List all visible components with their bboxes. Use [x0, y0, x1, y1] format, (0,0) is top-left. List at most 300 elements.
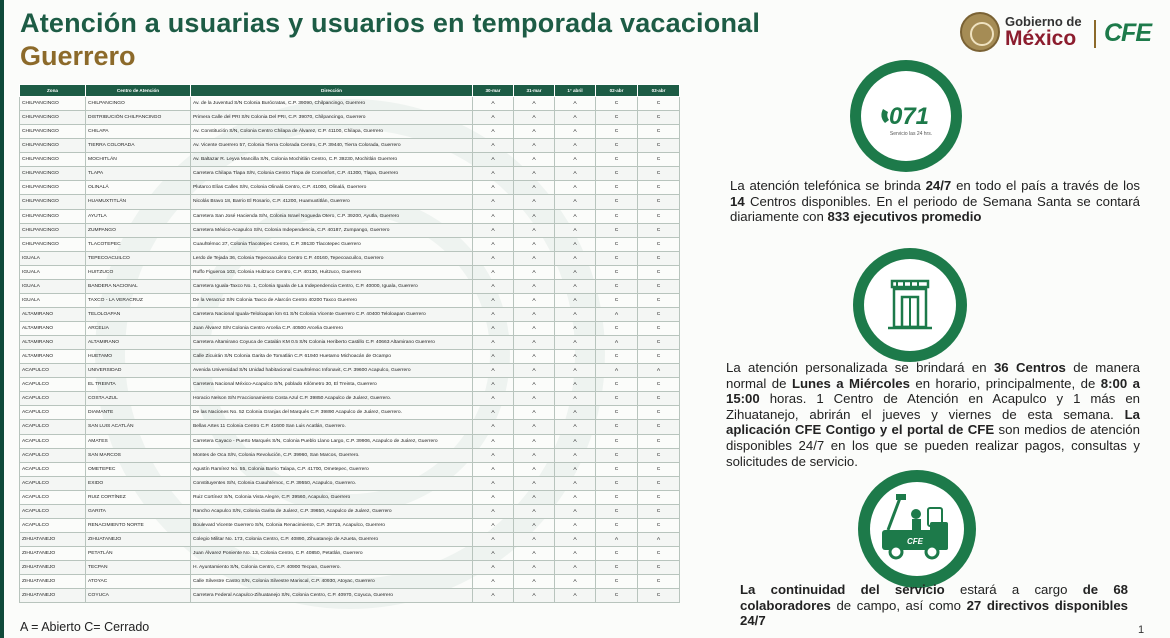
status-cell: A — [473, 153, 514, 167]
zone-cell: ACAPULCO — [20, 490, 86, 504]
status-cell: A — [555, 547, 596, 561]
paragraph-run: 36 Centros — [993, 360, 1066, 375]
table-row — [20, 518, 680, 532]
status-cell: A — [473, 209, 514, 223]
office-service-circle — [853, 248, 967, 362]
paragraph-run: La atención personalizada se brindará en — [726, 360, 994, 375]
status-cell: A — [638, 532, 680, 546]
status-cell: A — [555, 322, 596, 336]
status-cell: A — [473, 547, 514, 561]
address-cell: Constituyentes S/N, Colonia Cuauhtémoc, C.P. 39550, Acapulco, Guerrero. — [191, 476, 473, 490]
center-cell: EL TREINTA — [86, 378, 191, 392]
status-cell: A — [555, 392, 596, 406]
zone-cell: CHILPANCINGO — [20, 237, 86, 251]
logo-text-gobierno: Gobierno de — [1005, 14, 1082, 29]
address-cell: Agustín Ramírez No. 55, Colonia Barrio Talapa, C.P. 41700, Ometepec, Guerrero — [191, 462, 473, 476]
status-cell: A — [555, 350, 596, 364]
center-cell: HUITZUCO — [86, 265, 191, 279]
address-cell: Carretera Chilapa Tlapa S/N, Colonia Centro Tlapa de Comonfort, C.P. 41300, Tlapa, Guerrero — [191, 167, 473, 181]
status-cell: A — [555, 195, 596, 209]
status-cell: A — [555, 476, 596, 490]
status-cell: C — [596, 392, 638, 406]
address-cell: Carretera San José Hacienda S/N, Colonia Israel Nogueda Otero, C.P. 39200, Ayutla, Guerrero — [191, 209, 473, 223]
status-cell: A — [473, 139, 514, 153]
status-cell: A — [514, 223, 555, 237]
address-cell: Primera Calle del PRI S/N Colonia Del PRI, C.P. 39070, Chilpancingo, Guerrero — [191, 111, 473, 125]
logo-separator — [1094, 20, 1096, 48]
address-cell: Lerdo de Tejada 36, Colonia Tepecoacuilco Centro C.P. 40160, Tepecoacuilco, Guerrero — [191, 251, 473, 265]
status-cell: A — [555, 97, 596, 111]
status-cell: A — [555, 111, 596, 125]
status-cell: A — [555, 448, 596, 462]
status-cell: A — [555, 518, 596, 532]
status-cell: C — [638, 125, 680, 139]
table-header-cell: 02-abr — [596, 85, 638, 97]
status-cell: A — [555, 167, 596, 181]
national-seal-icon — [960, 12, 1000, 52]
zone-cell: ALTAMIRANO — [20, 307, 86, 321]
status-cell: A — [555, 125, 596, 139]
address-cell: Ruiz Cortínez S/N, Colonia Vista Alegre, C.P. 39560, Acapulco, Guerrero — [191, 490, 473, 504]
table-row — [20, 139, 680, 153]
zone-cell: CHILPANCINGO — [20, 195, 86, 209]
table-row — [20, 462, 680, 476]
table-header-cell: Zona — [20, 85, 86, 97]
address-cell: Carretera Nacional México-Acapulco S/N, poblado Kilómetro 30, El Treinta, Guerrero — [191, 378, 473, 392]
address-cell: Avenida Universidad S/N Unidad habitacional Cuauhtémoc Infonavit, C.P. 39600 Acapulco, Guerrero — [191, 364, 473, 378]
status-cell: A — [473, 322, 514, 336]
attention-centers-table — [19, 84, 680, 603]
center-cell: RUIZ CORTÍNEZ — [86, 490, 191, 504]
status-cell: A — [555, 561, 596, 575]
center-cell: DISTRIBUCIÓN CHILPANCINGO — [86, 111, 191, 125]
status-cell: A — [555, 575, 596, 589]
status-cell: A — [514, 532, 555, 546]
table-header-cell: 31-mar — [514, 85, 555, 97]
table-header-cell: Centro de Atención — [86, 85, 191, 97]
status-cell: A — [555, 223, 596, 237]
status-cell: A — [473, 420, 514, 434]
status-cell: A — [596, 364, 638, 378]
status-cell: C — [638, 575, 680, 589]
status-cell: A — [473, 490, 514, 504]
center-cell: EXIDO — [86, 476, 191, 490]
status-cell: A — [473, 434, 514, 448]
worker-badge-text: CFE — [907, 537, 923, 546]
status-cell: A — [555, 378, 596, 392]
status-cell: A — [473, 504, 514, 518]
paragraph-run: 24/7 — [925, 178, 952, 193]
status-cell: C — [638, 350, 680, 364]
page-title: Atención a usuarias y usuarios en temporada vacacional — [20, 8, 761, 38]
status-cell: A — [473, 181, 514, 195]
table-row — [20, 575, 680, 589]
phone-service-paragraph — [730, 178, 1140, 225]
status-cell: C — [638, 293, 680, 307]
status-cell: C — [638, 251, 680, 265]
zone-cell: ACAPULCO — [20, 518, 86, 532]
table-row — [20, 237, 680, 251]
zone-cell: ZIHUATANEJO — [20, 561, 86, 575]
attention-centers-table-wrap — [19, 84, 679, 603]
status-cell: C — [596, 237, 638, 251]
center-cell: ZIHUATANEJO — [86, 532, 191, 546]
status-cell: A — [514, 195, 555, 209]
status-cell: C — [596, 462, 638, 476]
paragraph-run: en horario, principalmente, de — [909, 375, 1101, 391]
status-cell: C — [596, 322, 638, 336]
status-cell: A — [473, 378, 514, 392]
zone-cell: ACAPULCO — [20, 392, 86, 406]
status-cell: A — [473, 518, 514, 532]
status-cell: A — [514, 322, 555, 336]
address-cell: Horacio Nelson S/N Fraccionamiento Costa Azul C.P. 39850 Acapulco de Juárez, Guerrero. — [191, 392, 473, 406]
status-cell: A — [473, 532, 514, 546]
status-cell: A — [514, 420, 555, 434]
center-cell: TLAPA — [86, 167, 191, 181]
zone-cell: CHILPANCINGO — [20, 209, 86, 223]
status-cell: A — [555, 293, 596, 307]
status-cell: A — [473, 223, 514, 237]
table-row — [20, 97, 680, 111]
zone-cell: IGUALA — [20, 265, 86, 279]
center-cell: ARCELIA — [86, 322, 191, 336]
zone-cell: CHILPANCINGO — [20, 153, 86, 167]
status-cell: A — [514, 518, 555, 532]
center-cell: HUAMUXTITLÁN — [86, 195, 191, 209]
status-cell: C — [596, 504, 638, 518]
field-worker-icon — [870, 482, 964, 576]
address-cell: Calle Zicuirán S/N Colonia Garita de Tomatlán C.P. 61940 Huetamo Michoacán de Ocampo — [191, 350, 473, 364]
status-cell: A — [473, 251, 514, 265]
zone-cell: CHILPANCINGO — [20, 181, 86, 195]
address-cell: Carretera Federal Acapulco-Zihuatanejo S/N, Colonia Centro, C.P. 40970, Coyuca, Guerrero — [191, 589, 473, 603]
status-cell: A — [555, 279, 596, 293]
status-cell: A — [473, 336, 514, 350]
status-cell: C — [638, 547, 680, 561]
status-cell: A — [514, 307, 555, 321]
status-cell: C — [596, 139, 638, 153]
status-cell: C — [638, 209, 680, 223]
table-row — [20, 420, 680, 434]
status-cell: C — [638, 490, 680, 504]
address-cell: Montes de Oca S/N, Colonia Revolución, C.P. 39960, San Marcos, Guerrero. — [191, 448, 473, 462]
status-cell: A — [555, 237, 596, 251]
status-cell: C — [596, 265, 638, 279]
status-cell: A — [555, 490, 596, 504]
status-cell: A — [555, 406, 596, 420]
status-cell: C — [638, 504, 680, 518]
address-cell: Av. Baltazar R. Leyva Mancilla S/N, Colonia Mochitlán Centro, C.P. 39230, Mochitlán Guerrero — [191, 153, 473, 167]
table-header-cell: Dirección — [191, 85, 473, 97]
center-cell: BANDERA NACIONAL — [86, 279, 191, 293]
zone-cell: IGUALA — [20, 293, 86, 307]
address-cell: Carretera Iguala-Taxco No. 1, Colonia Iguala de La Independencia Centro, C.P. 40000, Iguala, Guerrero — [191, 279, 473, 293]
address-cell: Juan Álvarez Poniente No. 13, Colonia Centro, C.P. 40850, Petatlán, Guerrero — [191, 547, 473, 561]
status-cell: C — [596, 251, 638, 265]
status-cell: A — [514, 167, 555, 181]
table-row — [20, 336, 680, 350]
table-row — [20, 547, 680, 561]
table-row — [20, 167, 680, 181]
center-cell: RENACIMIENTO NORTE — [86, 518, 191, 532]
address-cell: Av. Constitución S/N, Colonia Centro Chilapa de Álvarez, C.P. 41100, Chilapa, Guerrero — [191, 125, 473, 139]
paragraph-run: de campo, así como — [830, 597, 967, 613]
table-row — [20, 125, 680, 139]
zone-cell: ALTAMIRANO — [20, 322, 86, 336]
status-cell: C — [638, 237, 680, 251]
paragraph-run: La atención telefónica se brinda — [730, 178, 926, 193]
table-row — [20, 322, 680, 336]
table-row — [20, 476, 680, 490]
address-cell: Carretera Altamirano Coyuca de Catalán KM 0.5 S/N Colonia Heriberto Castillo C.P. 40663 Altamirano Guerrero — [191, 336, 473, 350]
status-cell: A — [473, 406, 514, 420]
address-cell: Calle Silvestre Castro S/N, Colonia Silvestre Mariscal, C.P. 40930, Atoyac, Guerrero — [191, 575, 473, 589]
status-cell: C — [638, 462, 680, 476]
paragraph-run: horas. 1 Centro de Atención en Acapulco y 1 más en Zihuatanejo, abrirán el jueves y viernes de esta semana. — [726, 391, 1140, 422]
phone-service-circle — [850, 60, 962, 172]
zone-cell: IGUALA — [20, 251, 86, 265]
status-cell: A — [514, 561, 555, 575]
zone-cell: CHILPANCINGO — [20, 125, 86, 139]
zone-cell: CHILPANCINGO — [20, 97, 86, 111]
paragraph-run: son medios de atención disponibles 24/7 en los que se pueden realizar pagos, consultas y solicitudes de servicio. — [726, 422, 1140, 469]
table-body — [20, 97, 680, 603]
table-row — [20, 279, 680, 293]
status-cell: A — [514, 209, 555, 223]
status-cell: C — [638, 336, 680, 350]
status-cell: A — [473, 364, 514, 378]
status-cell: C — [638, 392, 680, 406]
status-cell: A — [514, 265, 555, 279]
status-cell: A — [473, 307, 514, 321]
status-cell: C — [596, 350, 638, 364]
status-cell: A — [514, 378, 555, 392]
center-cell: ZUMPANGO — [86, 223, 191, 237]
zone-cell: CHILPANCINGO — [20, 111, 86, 125]
status-cell: A — [473, 462, 514, 476]
zone-cell: ACAPULCO — [20, 462, 86, 476]
status-cell: A — [473, 125, 514, 139]
address-cell: Carretera Nacional Iguala-Teloloapan km 61 S/N Colonia Vicente Guerrero C.P. 40400 Teloloapan Guerrero — [191, 307, 473, 321]
status-cell: A — [555, 139, 596, 153]
center-cell: COYUCA — [86, 589, 191, 603]
table-row — [20, 223, 680, 237]
zone-cell: ALTAMIRANO — [20, 350, 86, 364]
status-cell: A — [514, 336, 555, 350]
center-cell: ATOYAC — [86, 575, 191, 589]
status-cell: C — [638, 139, 680, 153]
status-cell: C — [596, 490, 638, 504]
status-cell: A — [514, 350, 555, 364]
status-cell: C — [638, 111, 680, 125]
address-cell: Carretera Cayaco - Puerto Marqués S/N, Colonia Pueblo Llano Largo, C.P. 39906, Acapulco de Juárez, Guerrero — [191, 434, 473, 448]
status-cell: A — [473, 237, 514, 251]
page-number: 1 — [1138, 624, 1145, 636]
table-row — [20, 378, 680, 392]
status-cell: C — [596, 518, 638, 532]
office-building-icon — [864, 259, 956, 351]
zone-cell: ACAPULCO — [20, 364, 86, 378]
status-cell: C — [638, 448, 680, 462]
status-cell: A — [555, 181, 596, 195]
paragraph-run: 14 — [730, 193, 745, 209]
status-cell: A — [514, 434, 555, 448]
address-cell: Av. Vicente Guerrero 57, Colonia Tierra Colorada Centro, C.P. 39440, Tierra Colorada, Guerrero — [191, 139, 473, 153]
center-cell: CHILPANCINGO — [86, 97, 191, 111]
paragraph-run: 833 ejecutivos promedio — [827, 209, 982, 225]
status-cell: C — [638, 378, 680, 392]
table-row — [20, 448, 680, 462]
zone-cell: ZIHUATANEJO — [20, 547, 86, 561]
table-row — [20, 589, 680, 603]
zone-cell: CHILPANCINGO — [20, 223, 86, 237]
status-cell: C — [638, 153, 680, 167]
status-cell: A — [514, 406, 555, 420]
status-cell: A — [596, 307, 638, 321]
paragraph-run: de manera normal de — [726, 360, 1140, 391]
zone-cell: ACAPULCO — [20, 378, 86, 392]
center-cell: TIERRA COLORADA — [86, 139, 191, 153]
zone-cell: ACAPULCO — [20, 476, 86, 490]
status-cell: C — [638, 406, 680, 420]
paragraph-run: Lunes a Miércoles — [791, 375, 910, 391]
status-cell: C — [596, 476, 638, 490]
status-cell: C — [596, 181, 638, 195]
table-row — [20, 111, 680, 125]
status-cell: C — [596, 167, 638, 181]
status-cell: A — [514, 448, 555, 462]
status-cell: C — [596, 561, 638, 575]
status-cell: C — [596, 420, 638, 434]
center-cell: UNIVERSIDAD — [86, 364, 191, 378]
status-cell: A — [514, 293, 555, 307]
address-cell: Juan Álvarez S/N Colonia Centro Arcelia C.P. 40500 Arcelia Guerrero — [191, 322, 473, 336]
status-cell: C — [596, 223, 638, 237]
status-cell: A — [514, 589, 555, 603]
status-cell: A — [473, 97, 514, 111]
status-cell: A — [555, 364, 596, 378]
status-cell: A — [514, 575, 555, 589]
status-cell: C — [638, 561, 680, 575]
status-cell: C — [596, 547, 638, 561]
address-cell: Av. de la Juventud S/N Colonia Burócratas, C.P. 39090, Chilpancingo, Guerrero — [191, 97, 473, 111]
paragraph-run: La aplicación CFE Contigo y el portal de CFE — [726, 406, 1140, 438]
status-cell: A — [596, 336, 638, 350]
status-cell: C — [596, 111, 638, 125]
status-cell: A — [473, 265, 514, 279]
address-cell: Bellas Artes 11 Colonia Centro C.P. 41600 San Luis Acatlán, Guerrero. — [191, 420, 473, 434]
center-cell: MOCHITLÁN — [86, 153, 191, 167]
table-row — [20, 209, 680, 223]
table-row — [20, 392, 680, 406]
center-cell: OMETEPEC — [86, 462, 191, 476]
status-cell: C — [638, 589, 680, 603]
table-row — [20, 307, 680, 321]
status-cell: A — [514, 392, 555, 406]
status-cell: C — [638, 476, 680, 490]
table-row — [20, 153, 680, 167]
address-cell: Ruffo Figueroa 103, Colonia Huitzuco Centro, C.P. 40130, Huitzuco, Guerrero — [191, 265, 473, 279]
zone-cell: ACAPULCO — [20, 504, 86, 518]
status-cell: A — [555, 209, 596, 223]
table-header-cell: 03-abr — [638, 85, 680, 97]
center-cell: DIAMANTE — [86, 406, 191, 420]
center-cell: ALTAMIRANO — [86, 336, 191, 350]
status-cell: A — [473, 293, 514, 307]
status-cell: A — [514, 111, 555, 125]
center-cell: OLINALÁ — [86, 181, 191, 195]
table-row — [20, 293, 680, 307]
field-service-circle — [858, 470, 976, 588]
center-cell: CHILAPA — [86, 125, 191, 139]
status-cell: A — [514, 476, 555, 490]
zone-cell: CHILPANCINGO — [20, 167, 86, 181]
status-cell: A — [555, 336, 596, 350]
status-cell: A — [555, 532, 596, 546]
status-cell: A — [514, 139, 555, 153]
status-cell: C — [638, 434, 680, 448]
status-cell: A — [514, 364, 555, 378]
center-cell: AYUTLA — [86, 209, 191, 223]
status-cell: A — [514, 547, 555, 561]
table-row — [20, 406, 680, 420]
status-cell: A — [473, 350, 514, 364]
status-cell: A — [514, 181, 555, 195]
status-cell: A — [555, 251, 596, 265]
center-cell: TEPECOACUILCO — [86, 251, 191, 265]
status-cell: C — [638, 97, 680, 111]
status-cell: A — [555, 153, 596, 167]
zone-cell: ZIHUATANEJO — [20, 589, 86, 603]
center-cell: SAN LUIS ACATLÁN — [86, 420, 191, 434]
status-cell: C — [638, 279, 680, 293]
address-cell: Boulevard Vicente Guerrero S/N, Colonia Renacimiento, C.P. 39715, Acapulco, Guerrero — [191, 518, 473, 532]
cfe-logo: CFE — [1104, 19, 1151, 47]
paragraph-run: Centros disponibles. En el periodo de Semana Santa se contará diariamente con — [730, 193, 1140, 225]
status-cell: A — [555, 420, 596, 434]
address-cell: De la Veracruz S/N Colonia Taxco de Alarcón Centro 40200 Taxco Guerrero — [191, 293, 473, 307]
table-header-cell: 30-mar — [473, 85, 514, 97]
status-cell: C — [596, 406, 638, 420]
zone-cell: ACAPULCO — [20, 406, 86, 420]
table-row — [20, 195, 680, 209]
zone-cell: ACAPULCO — [20, 420, 86, 434]
personal-service-paragraph — [726, 360, 1140, 469]
status-cell: C — [596, 279, 638, 293]
status-cell: A — [473, 111, 514, 125]
status-cell: A — [473, 561, 514, 575]
status-cell: C — [638, 322, 680, 336]
status-cell: C — [638, 223, 680, 237]
phone-caption-text: Servicio las 24 hrs. — [889, 131, 933, 137]
status-cell: A — [473, 589, 514, 603]
phone-071-icon — [861, 71, 951, 161]
center-cell: TECPAN — [86, 561, 191, 575]
status-cell: A — [555, 504, 596, 518]
gobierno-mexico-logo — [960, 12, 1090, 54]
status-cell: C — [638, 181, 680, 195]
center-cell: TLACOTEPEC — [86, 237, 191, 251]
zone-cell: ALTAMIRANO — [20, 336, 86, 350]
field-service-paragraph — [740, 582, 1128, 629]
status-cell: A — [473, 476, 514, 490]
center-cell: HUETAMO — [86, 350, 191, 364]
status-cell: C — [638, 307, 680, 321]
logo-text-mexico: México — [1005, 27, 1077, 50]
paragraph-run: estará a cargo — [944, 582, 1083, 597]
status-cell: A — [473, 575, 514, 589]
